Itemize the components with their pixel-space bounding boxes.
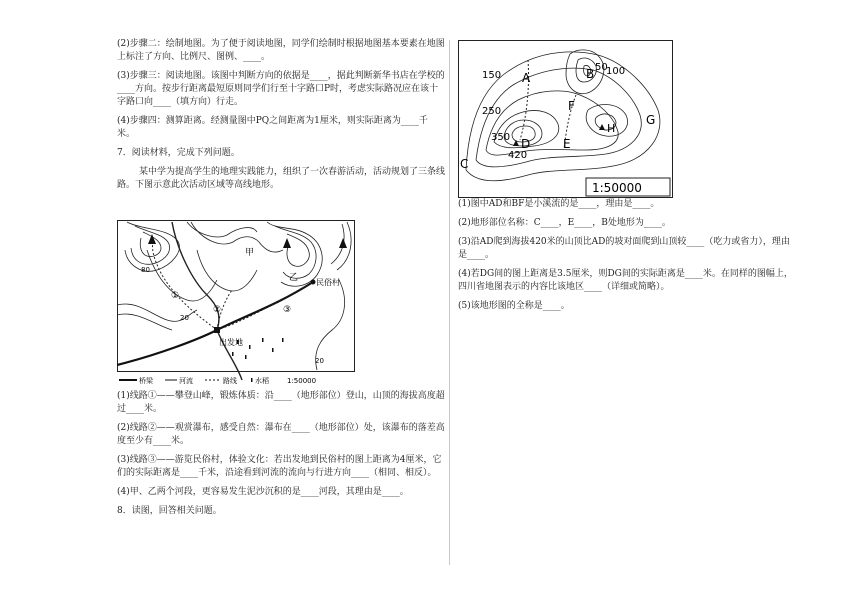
question-7-2: (2)线路②——观赏瀑布，感受自然：瀑布在____（地形部位）处，该瀑布的落差高度至少有____米。 (117, 423, 445, 446)
question-7-title: 7．阅读材料，完成下列问题。 (117, 148, 240, 158)
village-marker (311, 280, 316, 285)
legend-scale: 1:50000 (287, 377, 317, 385)
start-marker (214, 327, 220, 333)
point-B: B (586, 67, 595, 81)
question-8-5: (5)该地形图的全称是____。 (458, 301, 570, 311)
contour-250: 250 (482, 106, 502, 117)
point-D: D (521, 137, 531, 151)
column-divider (449, 40, 450, 565)
question-8-2: (2)地形部位名称：C____，E____，B处地形为____。 (458, 218, 671, 228)
route-1-label: ① (171, 291, 180, 301)
map-legend (117, 374, 355, 386)
contour-350: 350 (491, 132, 511, 143)
label-yi: 乙 (289, 273, 299, 283)
contour-150: 150 (482, 70, 502, 81)
point-G: G (646, 113, 656, 127)
right-column (458, 198, 798, 319)
point-C: C (460, 157, 469, 171)
question-7-1: (1)线路①——攀登山峰，锻炼体质：沿____（地形部位）登山，山顶的海拔高度超过____米。 (117, 391, 445, 414)
point-F: F (568, 99, 575, 113)
question-8-3: (3)沿AD爬到海拔420米的山顶比AD的坡对面爬到山顶较____（吃力或省力），理由是____。 (458, 237, 790, 260)
route-3-label: ③ (283, 305, 292, 315)
contour-50: 50 (595, 62, 608, 73)
label-start: 出发地 (219, 338, 243, 347)
route-2-label: ② (213, 305, 222, 315)
question-8-1: (1)图中AD和BF是小溪流的是____，理由是____。 (458, 199, 660, 209)
question-7-4: (4)甲、乙两个河段，更容易发生泥沙沉积的是____河段，其理由是____。 (117, 487, 409, 497)
contour-80: 80 (141, 266, 150, 274)
label-village: 民俗村 (316, 278, 340, 287)
question-step3: (3)步骤三：阅读地图。该图中判断方向的依据是____，据此判断新华书店在学校的____方向。按步行距离最短原则同学们行至十字路口P时，考虑实际路况应在该十字路口向____（填方向）行走。 (117, 71, 445, 107)
point-E: E (563, 137, 571, 151)
point-H: H (607, 122, 616, 135)
contour-map-points (458, 40, 673, 198)
map2-scale: 1:50000 (592, 181, 642, 195)
legend-river: 河流 (179, 377, 193, 385)
contour-100: 100 (606, 66, 626, 77)
point-A: A (522, 71, 531, 85)
question-step2: (2)步骤二：绘制地图。为了便于阅读地图，同学们绘制时根据地图基本要素在地图上标注了方向、比例尺、图例、____。 (117, 39, 445, 62)
question-7-material: 某中学为提高学生的地理实践能力，组织了一次春游活动，活动规划了三条线路。下图示意此次活动区域等高线地形。 (117, 167, 446, 190)
question-step4: (4)步骤四：测算距离。经测量图中PQ之间距离为1厘米，则实际距离为____千米。 (117, 116, 428, 139)
question-8-4: (4)若DG间的图上距离是3.5厘米，则DG间的实际距离是____米。在同样的图幅上，四川省地图表示的内容比该地区____（详细或简略）。 (458, 269, 793, 292)
contour-map-routes (117, 220, 355, 382)
contour-20b: 20 (315, 357, 324, 365)
left-column (117, 38, 445, 198)
legend-bridge: 桥梁 (139, 377, 153, 385)
paddy-symbol (251, 378, 253, 382)
question-8-title: 8．读图，回答相关问题。 (117, 506, 222, 516)
left-column-questions (117, 390, 445, 524)
legend-road: 路线 (223, 377, 237, 385)
contour-420: 420 (508, 150, 528, 161)
legend-paddy: 水稻 (255, 377, 269, 385)
label-jia: 甲 (245, 248, 255, 258)
contour-20a: 20 (180, 314, 189, 322)
question-7-3: (3)线路③——游览民俗村，体验文化：若出发地到民俗村的图上距离为4厘米，它们的实际距离是____千米，沿途看到河流的流向与行进方向____（相同、相反）。 (117, 455, 442, 478)
